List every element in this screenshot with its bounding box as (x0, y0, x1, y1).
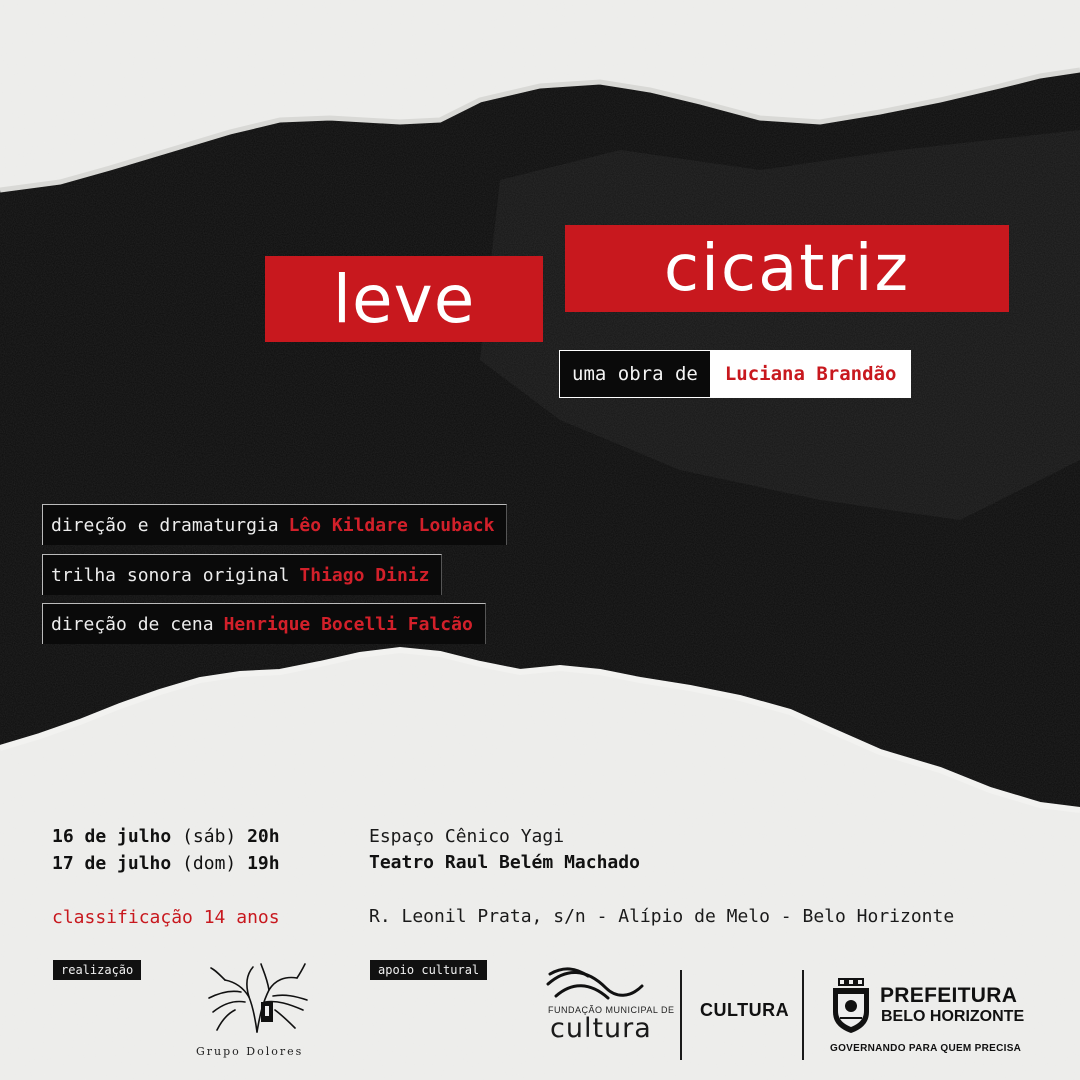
venue-address: R. Leonil Prata, s/n - Alípio de Melo - Belo Horizonte (369, 906, 955, 927)
credit-role: direção e dramaturgia (51, 514, 279, 536)
fundacao-cultura-logo-icon (546, 966, 646, 1006)
venue-theater: Teatro Raul Belém Machado (369, 852, 640, 873)
credit-name: Henrique Bocelli Falcão (223, 613, 473, 635)
credit-role: direção de cena (51, 613, 214, 635)
date-line-1 (52, 826, 280, 847)
weekday: (dom) (182, 853, 237, 874)
grupo-dolores-name: Grupo Dolores (196, 1045, 304, 1058)
age-rating: classificação 14 anos (52, 907, 280, 928)
time: 19h (247, 853, 280, 874)
credit-stage-direction (42, 603, 486, 644)
credit-name: Thiago Diniz (299, 564, 430, 586)
apoio-label: apoio cultural (370, 960, 487, 980)
fundacao-small-text: FUNDAÇÃO MUNICIPAL DE (548, 1005, 675, 1015)
date-line-2 (52, 853, 280, 874)
grupo-dolores-logo-icon (205, 962, 310, 1042)
prefeitura-city: BELO HORIZONTE (881, 1008, 1025, 1025)
time: 20h (247, 826, 280, 847)
credit-direction (42, 504, 507, 545)
divider (680, 970, 682, 1060)
credit-role: trilha sonora original (51, 564, 290, 586)
author-byline (559, 350, 911, 398)
weekday: (sáb) (182, 826, 237, 847)
credit-soundtrack (42, 554, 442, 595)
prefeitura-slogan: GOVERNANDO PARA QUEM PRECISA (830, 1043, 1022, 1054)
cultura-logo-text: CULTURA (700, 1000, 790, 1020)
fundacao-big-text: cultura (550, 1013, 652, 1044)
date: 16 de julho (52, 826, 172, 847)
venue-space: Espaço Cênico Yagi (369, 826, 565, 847)
prefeitura-title: PREFEITURA (880, 984, 1018, 1007)
title-word-leve: leve (265, 256, 543, 342)
coat-of-arms-icon (830, 978, 872, 1034)
credit-name: Lêo Kildare Louback (288, 514, 495, 536)
date: 17 de julho (52, 853, 172, 874)
divider (802, 970, 804, 1060)
byline-author: Luciana Brandão (711, 351, 911, 397)
byline-prefix: uma obra de (560, 351, 711, 397)
realizacao-label: realização (53, 960, 141, 980)
title-word-cicatriz: cicatriz (565, 225, 1009, 312)
